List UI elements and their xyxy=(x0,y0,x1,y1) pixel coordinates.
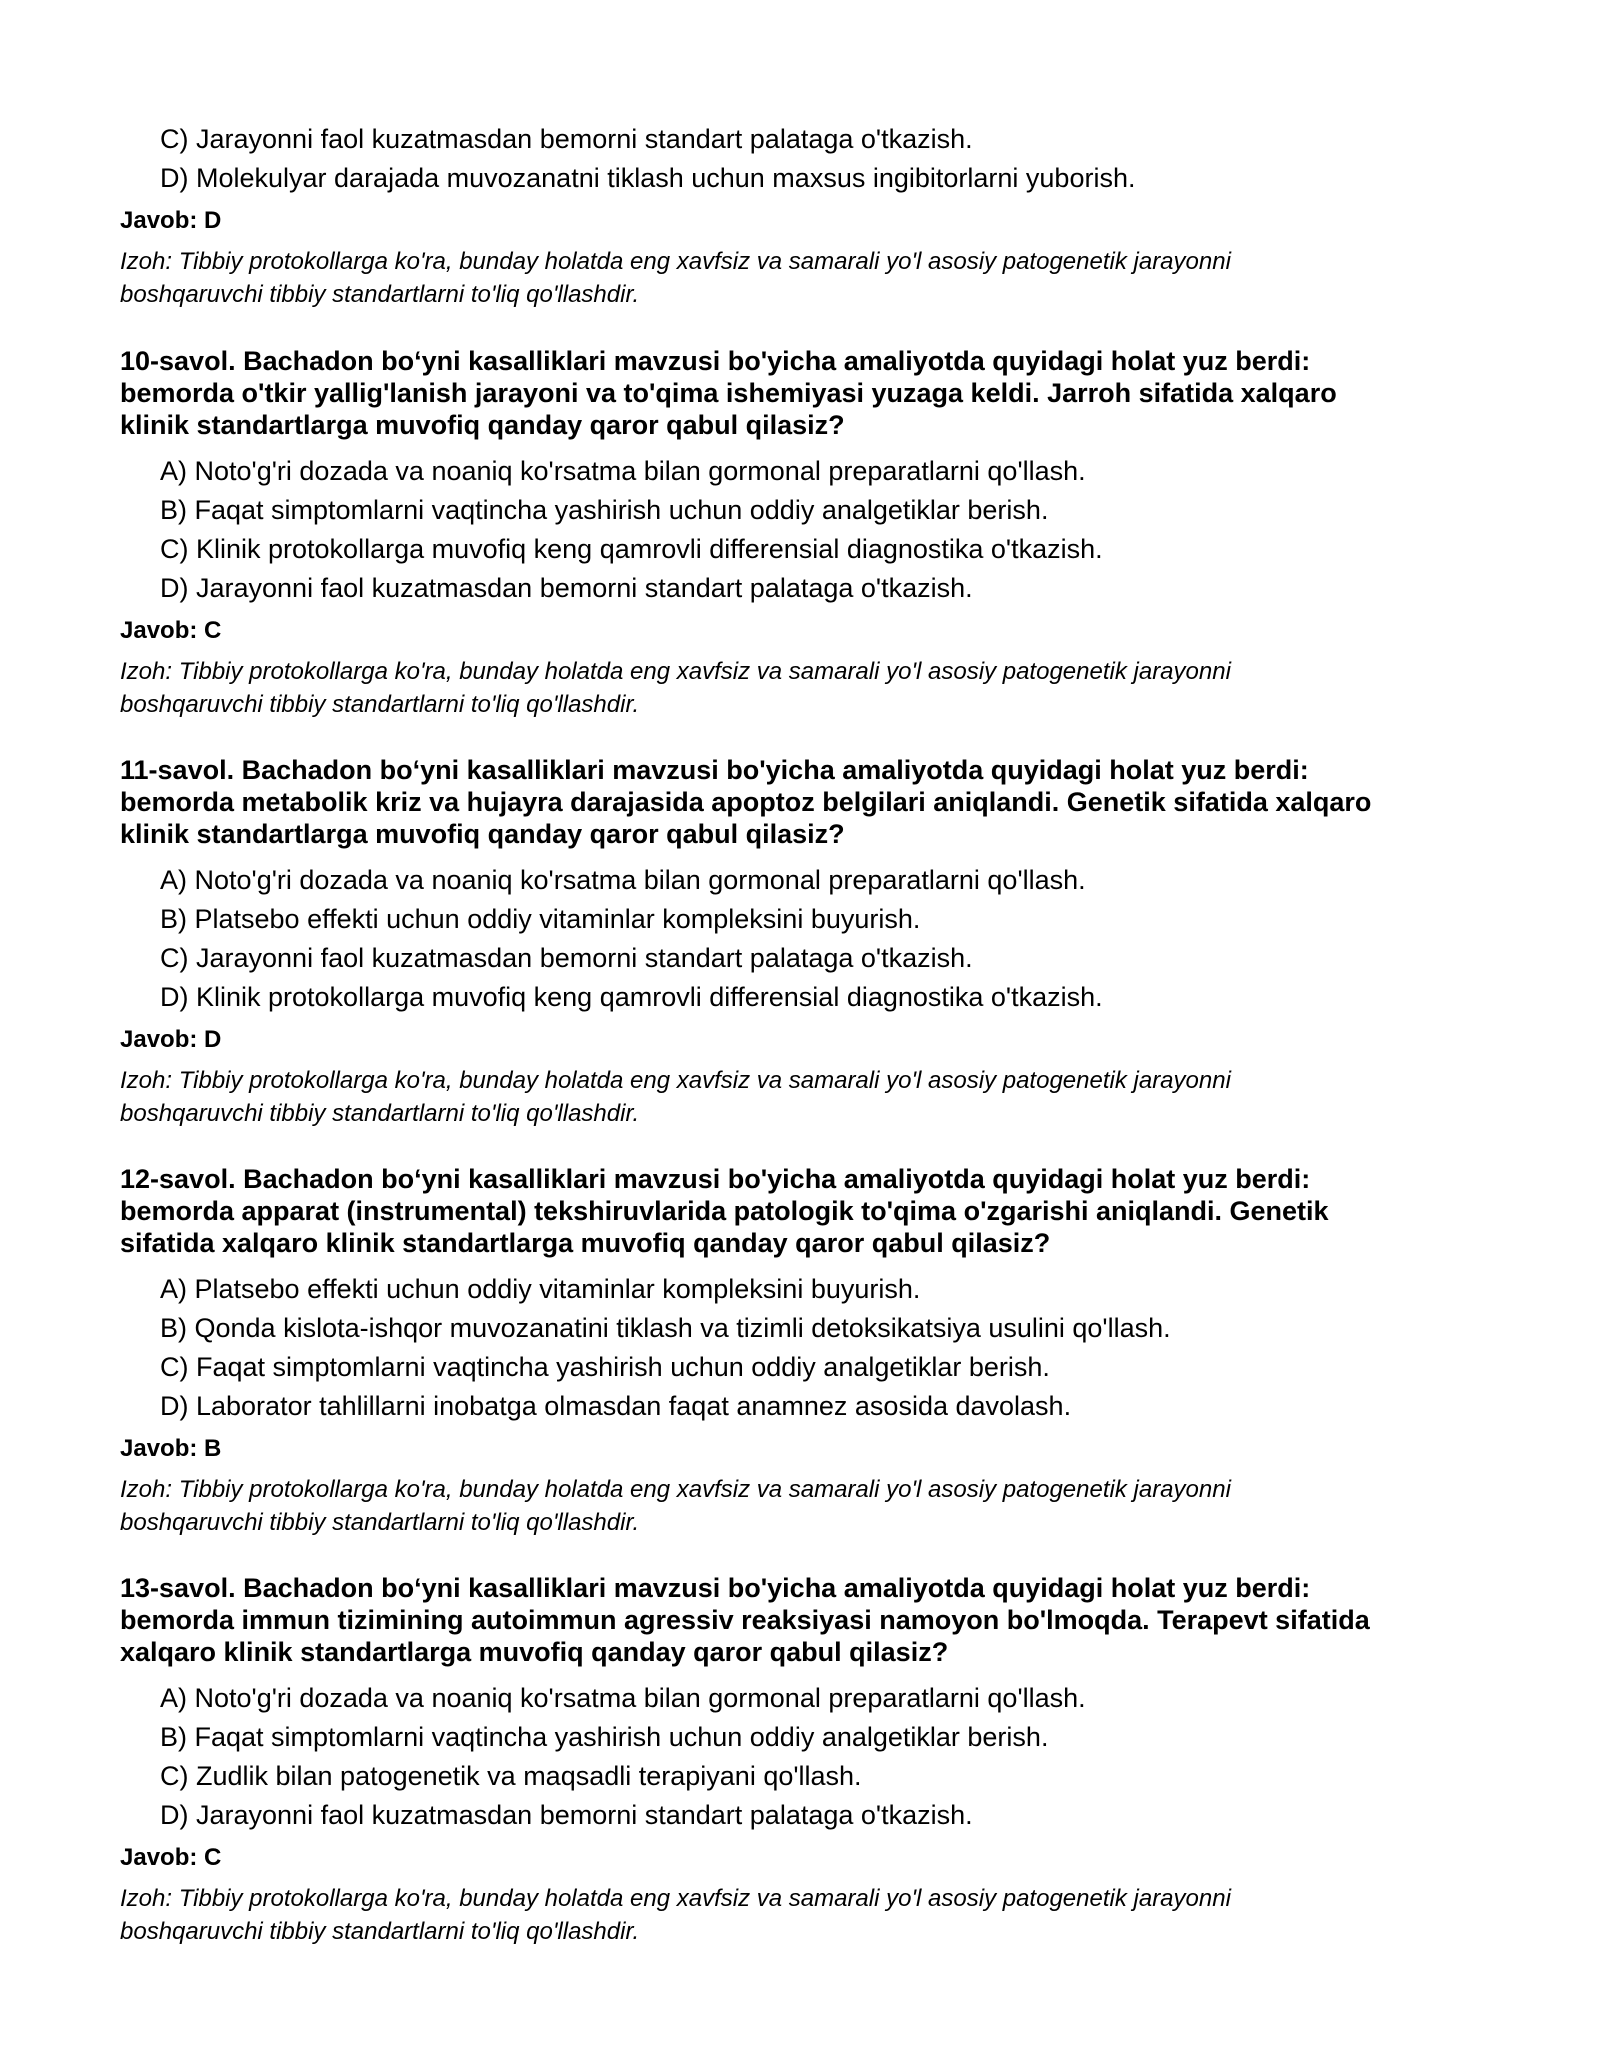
option-c: C) Klinik protokollarga muvofiq keng qamrovli differensial diagnostika o'tkazish. xyxy=(160,534,1103,564)
explanation-note: Izoh: Tibbiy protokollarga ko'ra, bunday holatda eng xavfsiz va samarali yo'l asosiy patogenetik jarayonni boshqaruvchi tibbiy standartlarni to'liq qo'llashdir. xyxy=(120,1067,1231,1127)
option-a: A) Noto'g'ri dozada va noaniq ko'rsatma bilan gormonal preparatlarni qo'llash. xyxy=(160,1683,1086,1713)
option-c: C) Zudlik bilan patogenetik va maqsadli terapiyani qo'llash. xyxy=(160,1761,862,1791)
option-b: B) Faqat simptomlarni vaqtincha yashirish uchun oddiy analgetiklar berish. xyxy=(160,495,1049,525)
explanation-note: Izoh: Tibbiy protokollarga ko'ra, bunday holatda eng xavfsiz va samarali yo'l asosiy patogenetik jarayonni boshqaruvchi tibbiy standartlarni to'liq qo'llashdir. xyxy=(120,1885,1231,1945)
question-11 xyxy=(120,754,1500,1130)
question-10 xyxy=(120,345,1500,721)
explanation-note: Izoh: Tibbiy protokollarga ko'ra, bunday holatda eng xavfsiz va samarali yo'l asosiy patogenetik jarayonni boshqaruvchi tibbiy standartlarni to'liq qo'llashdir. xyxy=(120,248,1231,308)
option-b: B) Qonda kislota-ishqor muvozanatini tiklash va tizimli detoksikatsiya usulini qo'llash. xyxy=(160,1313,1171,1343)
option-d: D) Klinik protokollarga muvofiq keng qamrovli differensial diagnostika o'tkazish. xyxy=(160,982,1103,1012)
option-d: D) Jarayonni faol kuzatmasdan bemorni standart palataga o'tkazish. xyxy=(160,573,973,603)
option-c: C) Jarayonni faol kuzatmasdan bemorni standart palataga o'tkazish. xyxy=(160,124,973,154)
option-d: D) Jarayonni faol kuzatmasdan bemorni standart palataga o'tkazish. xyxy=(160,1800,973,1830)
answer-line: Javob: C xyxy=(120,617,222,644)
question-title: 12-savol. Bachadon bo‘yni kasalliklari mavzusi bo'yicha amaliyotda quyidagi holat yuz berdi: bemorda apparat (instrumental) tekshiruvlarida patologik to'qima o'zgarishi aniqlandi. Genetik sifatida xalqaro klinik standartlarga muvofiq qanday qaror qabul qilasiz? xyxy=(120,1164,1329,1258)
answer-line: Javob: B xyxy=(120,1435,222,1462)
option-a: A) Noto'g'ri dozada va noaniq ko'rsatma bilan gormonal preparatlarni qo'llash. xyxy=(160,456,1086,486)
option-a: A) Noto'g'ri dozada va noaniq ko'rsatma bilan gormonal preparatlarni qo'llash. xyxy=(160,865,1086,895)
option-d: D) Laborator tahlillarni inobatga olmasdan faqat anamnez asosida davolash. xyxy=(160,1391,1072,1421)
question-13 xyxy=(120,1572,1500,1948)
option-c: C) Jarayonni faol kuzatmasdan bemorni standart palataga o'tkazish. xyxy=(160,943,973,973)
question-title: 11-savol. Bachadon bo‘yni kasalliklari mavzusi bo'yicha amaliyotda quyidagi holat yuz berdi: bemorda metabolik kriz va hujayra darajasida apoptoz belgilari aniqlandi. Genetik sifatida xalqaro klinik standartlarga muvofiq qanday qaror qabul qilasiz? xyxy=(120,755,1372,849)
option-b: B) Faqat simptomlarni vaqtincha yashirish uchun oddiy analgetiklar berish. xyxy=(160,1722,1049,1752)
question-title: 10-savol. Bachadon bo‘yni kasalliklari mavzusi bo'yicha amaliyotda quyidagi holat yuz berdi: bemorda o'tkir yallig'lanish jarayoni va to'qima ishemiyasi yuzaga keldi. Jarroh sifatida xalqaro klinik standartlarga muvofiq qanday qaror qabul qilasiz? xyxy=(120,346,1337,440)
answer-line: Javob: D xyxy=(120,1026,222,1053)
explanation-note: Izoh: Tibbiy protokollarga ko'ra, bunday holatda eng xavfsiz va samarali yo'l asosiy patogenetik jarayonni boshqaruvchi tibbiy standartlarni to'liq qo'llashdir. xyxy=(120,1476,1231,1536)
option-d: D) Molekulyar darajada muvozanatni tiklash uchun maxsus ingibitorlarni yuborish. xyxy=(160,163,1136,193)
option-b: B) Platsebo effekti uchun oddiy vitaminlar kompleksini buyurish. xyxy=(160,904,921,934)
option-a: A) Platsebo effekti uchun oddiy vitaminlar kompleksini buyurish. xyxy=(160,1274,921,1304)
explanation-note: Izoh: Tibbiy protokollarga ko'ra, bunday holatda eng xavfsiz va samarali yo'l asosiy patogenetik jarayonni boshqaruvchi tibbiy standartlarni to'liq qo'llashdir. xyxy=(120,658,1231,718)
question-9-continuation xyxy=(120,120,1500,311)
answer-line: Javob: D xyxy=(120,207,222,234)
question-12 xyxy=(120,1163,1500,1539)
option-c: C) Faqat simptomlarni vaqtincha yashirish uchun oddiy analgetiklar berish. xyxy=(160,1352,1050,1382)
answer-line: Javob: C xyxy=(120,1844,222,1871)
question-title: 13-savol. Bachadon bo‘yni kasalliklari mavzusi bo'yicha amaliyotda quyidagi holat yuz berdi: bemorda immun tizimining autoimmun agressiv reaksiyasi namoyon bo'lmoqda. Terapevt sifatida xalqaro klinik standartlarga muvofiq qanday qaror qabul qilasiz? xyxy=(120,1573,1370,1667)
